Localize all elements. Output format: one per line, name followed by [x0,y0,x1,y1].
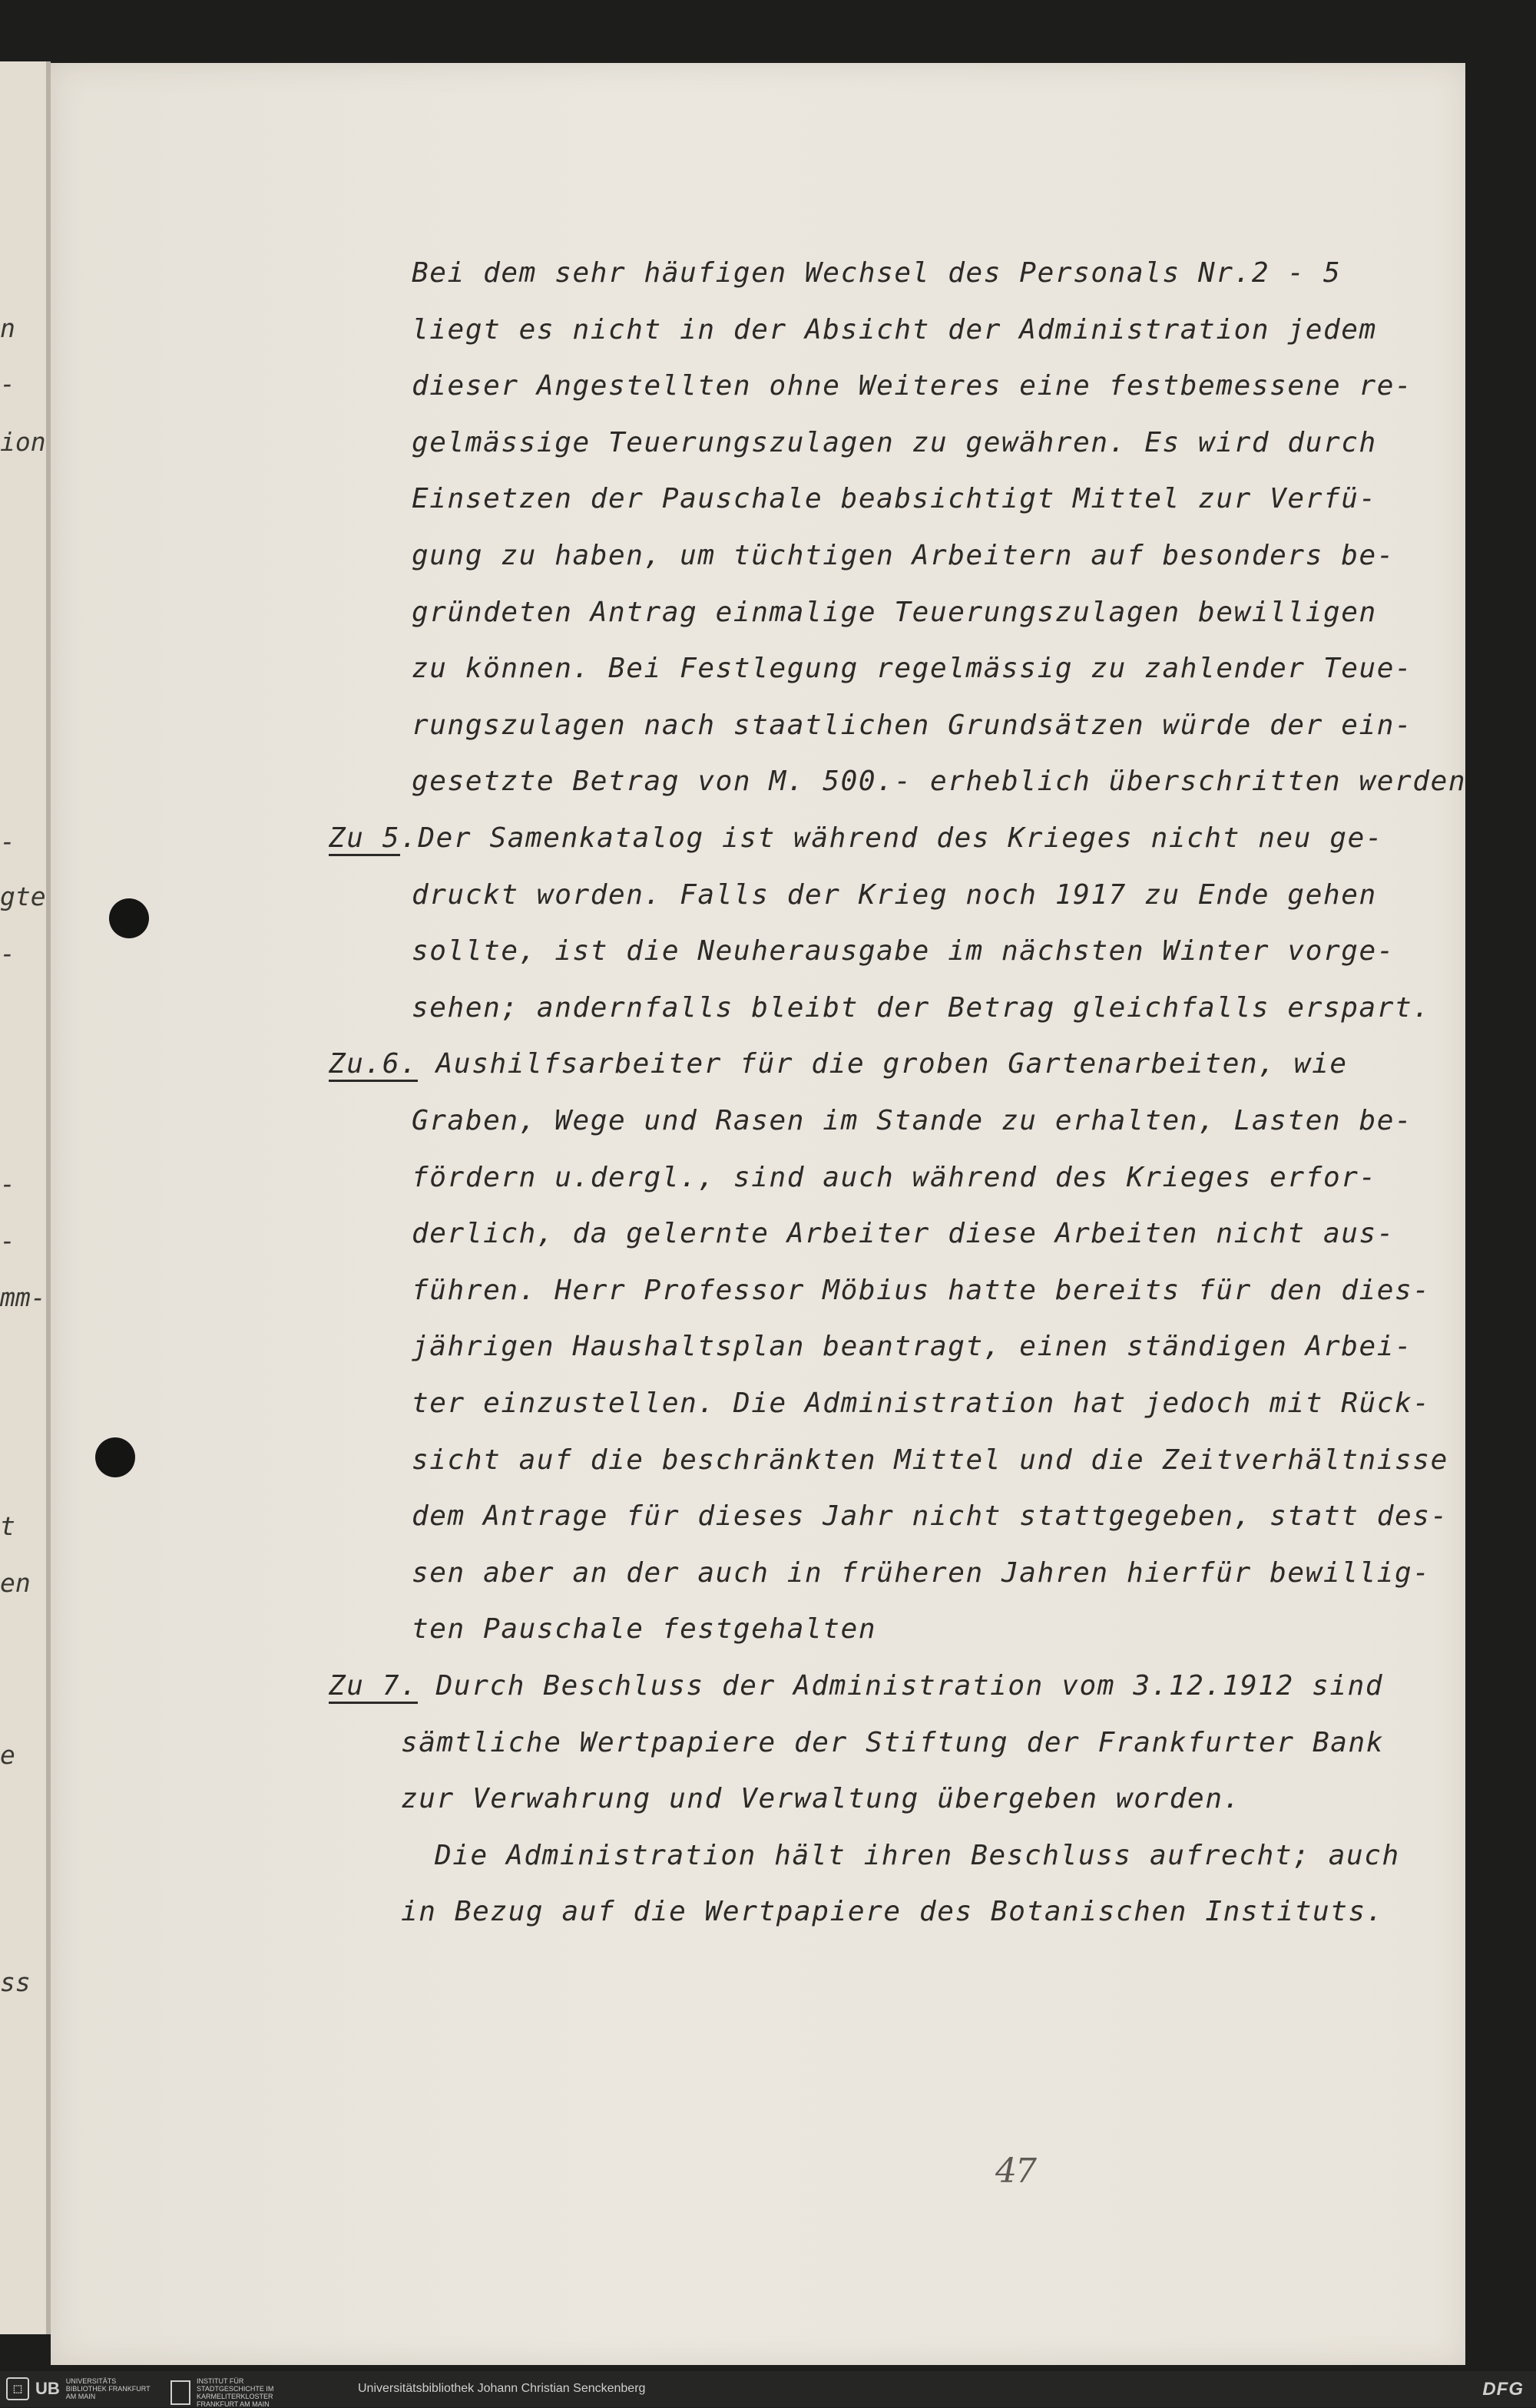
ub-logo [6,2377,151,2400]
margin-fragment: mm- [0,1282,46,1312]
line-text: dieser Angestellten ohne Weiteres eine festbemessene re- [412,370,1413,402]
line-text: sämtliche Wertpapiere der Stiftung der Frankfurter Bank [401,1727,1385,1758]
punch-hole [95,1437,135,1477]
text-line [412,1220,1395,1248]
line-text: Die Administration hält ihren Beschluss aufrecht; auch [435,1840,1400,1871]
text-line [401,1785,1241,1813]
line-text: druckt worden. Falls der Krieg noch 1917 zu Ende gehen [412,879,1377,911]
text-line [412,1444,1448,1476]
text-line [412,1333,1412,1361]
line-text: zu können. Bei Festlegung regelmässig zu zahlender Teue- [412,653,1413,684]
text-line [412,1613,877,1645]
margin-fragment: - [0,938,15,968]
text-line [412,712,1412,739]
text-line [412,1277,1431,1305]
line-text: liegt es nicht in der Absicht der Administration jedem [412,314,1377,346]
text-line [412,655,1412,683]
text-line [412,1390,1431,1417]
text-line [412,316,1377,344]
text-line [412,429,1377,457]
ub-logo-text: UB [35,2379,60,2398]
line-text: gesetzte Betrag von M. 500.- erheblich überschritten werden [412,766,1467,797]
footer-bar [0,2371,1536,2407]
line-text: gung zu haben, um tüchtigen Arbeitern auf besonders be- [412,540,1395,571]
margin-fragment: ss [0,1967,31,1997]
margin-fragment: - [0,369,15,399]
document-page [51,63,1465,2365]
line-text: in Bezug auf die Wertpapiere des Botanischen Instituts. [401,1896,1385,1927]
text-line [412,1557,1431,1589]
text-line [412,1164,1377,1192]
margin-fragment: - [0,1226,15,1255]
text-line [412,1500,1448,1532]
line-text: führen. Herr Professor Möbius hatte bereits für den dies- [412,1275,1431,1306]
text-line [412,372,1412,400]
text-line [412,994,1431,1022]
margin-fragment: n [0,313,15,343]
library-credit: Universitätsbibliothek Johann Christian Senckenberg [358,2382,646,2395]
institute-logo-text: INSTITUT FÜR STADTGESCHICHTE IM KARMELITERKLOSTER FRANKFURT AM MAIN [197,2377,274,2408]
text-line [329,1672,1383,1704]
line-text: Durch Beschluss der Administration vom 3.12.1912 sind [418,1670,1384,1702]
line-text: sicht auf die beschränkten Mittel und die Zeitverhältnisse [412,1444,1448,1476]
line-text: dem Antrage für dieses Jahr nicht stattgegeben, statt des- [412,1500,1448,1532]
text-line [412,768,1466,796]
section-marker: Zu 5 [329,825,400,856]
margin-fragment: - [0,826,15,856]
text-line [329,1050,1348,1082]
page-number: 47 [995,2152,1035,2191]
line-text: sen aber an der auch in früheren Jahren hierfür bewillig- [412,1557,1431,1589]
institute-logo [170,2377,312,2408]
margin-fragment: ion [0,427,46,457]
line-text: derlich, da gelernte Arbeiter diese Arbeiten nicht aus- [412,1218,1395,1249]
punch-hole [109,898,149,938]
section-marker: Zu.6. [329,1050,418,1082]
margin-fragment: en [0,1568,31,1598]
text-line [412,542,1395,570]
line-text: jährigen Haushaltsplan beantragt, einen ständigen Arbei- [412,1331,1413,1362]
line-text: rungszulagen nach staatlichen Grundsätzen würde der ein- [412,710,1413,741]
line-text: .Der Samenkatalog ist während des Krieges nicht neu ge- [400,822,1384,854]
line-text: Einsetzen der Pauschale beabsichtigt Mittel zur Verfü- [412,483,1377,514]
text-line [329,822,1384,856]
text-line [412,485,1377,513]
line-text: Graben, Wege und Rasen im Stande zu erhalten, Lasten be- [412,1105,1413,1136]
ub-logo-subtitle: UNIVERSITÄTS BIBLIOTHEK FRANKFURT AM MAIN [65,2377,151,2400]
line-text: zur Verwahrung und Verwaltung übergeben worden. [401,1783,1241,1814]
text-line [412,1107,1412,1135]
margin-fragment: t [0,1511,15,1541]
line-text: ten Pauschale festgehalten [412,1613,877,1645]
line-text: sehen; andernfalls bleibt der Betrag gleichfalls erspart. [412,992,1431,1024]
text-line [401,1898,1384,1926]
ub-logo-icon: ⬚ [6,2377,29,2400]
line-text: Aushilfsarbeiter für die groben Gartenarbeiten, wie [418,1048,1348,1080]
institute-logo-icon [170,2380,190,2405]
section-marker: Zu 7. [329,1672,418,1704]
line-text: fördern u.dergl., sind auch während des Krieges erfor- [412,1162,1377,1193]
text-line [412,599,1377,627]
line-text: sollte, ist die Neuherausgabe im nächsten Winter vorge- [412,935,1395,967]
line-text: gelmässige Teuerungszulagen zu gewähren. Es wird durch [412,427,1377,458]
line-text: gründeten Antrag einmalige Teuerungszulagen bewilligen [412,597,1377,628]
dfg-logo: DFG [1482,2379,1524,2400]
text-line [401,1729,1384,1757]
line-text: ter einzustellen. Die Administration hat jedoch mit Rück- [412,1388,1431,1419]
margin-fragment: - [0,1169,15,1199]
margin-fragment: e [0,1740,15,1770]
margin-fragment: gte [0,882,46,911]
text-line [412,879,1377,911]
text-line [435,1842,1400,1870]
text-line [412,257,1342,289]
text-line [412,935,1395,967]
line-text: Bei dem sehr häufigen Wechsel des Personals Nr.2 - 5 [412,257,1342,289]
